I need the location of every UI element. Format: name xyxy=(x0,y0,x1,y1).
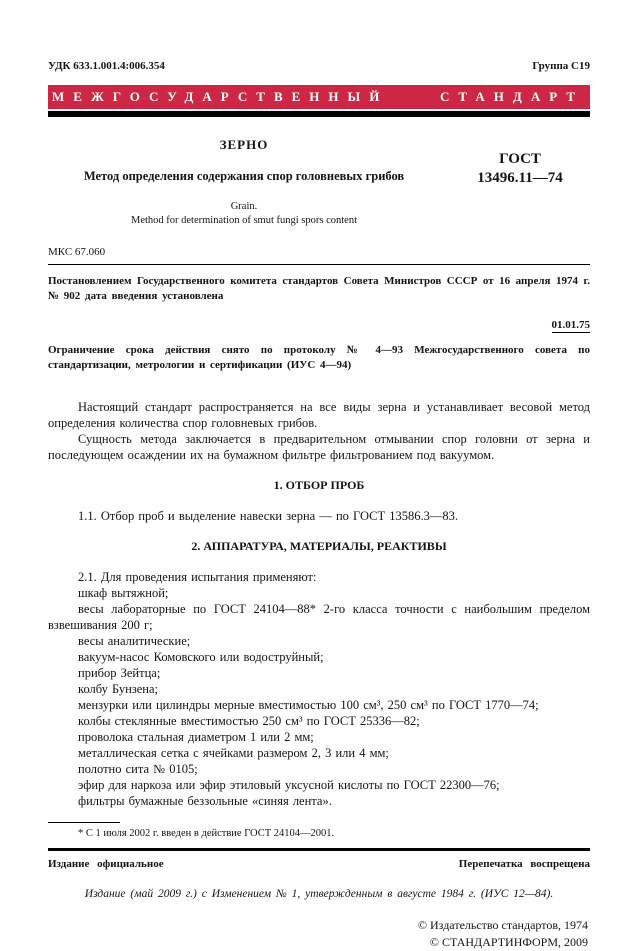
copyright-block xyxy=(48,917,590,951)
list-item: полотно сита № 0105; xyxy=(78,762,198,776)
footnote-separator xyxy=(48,822,120,823)
section-2-heading: 2. АППАРАТУРА, МАТЕРИАЛЫ, РЕАКТИВЫ xyxy=(191,539,447,553)
udk-code: УДК 633.1.001.4:006.354 xyxy=(48,60,165,72)
official-edition-label: Издание официальное xyxy=(48,858,164,870)
banner-word-2: СТАНДАРТ xyxy=(439,89,584,104)
title-left-column xyxy=(48,137,450,226)
list-item: шкаф вытяжной; xyxy=(78,586,169,600)
divider-rule xyxy=(48,264,590,265)
list-item: проволока стальная диаметром 1 или 2 мм; xyxy=(78,730,314,744)
list-item: эфир для наркоза или эфир этиловый уксусной кислоты по ГОСТ 22300—76; xyxy=(78,778,500,792)
document-subtitle: Метод определения содержания спор головневых грибов xyxy=(83,169,405,183)
copyright-line-2: © СТАНДАРТИНФОРМ, 2009 xyxy=(429,935,588,949)
section-1-item: 1.1. Отбор проб и выделение навески зерна — по ГОСТ 13586.3—83. xyxy=(78,509,458,523)
section-2-intro: 2.1. Для проведения испытания применяют: xyxy=(78,570,317,584)
banner-word-1: МЕЖГОСУДАРСТВЕННЫЙ xyxy=(52,89,389,104)
title-block xyxy=(48,137,590,226)
document-title-en: Grain. xyxy=(230,201,258,212)
standard-type-banner xyxy=(48,85,590,109)
section-1-heading: 1. ОТБОР ПРОБ xyxy=(273,478,365,492)
intro-paragraph: Настоящий стандарт распространяется на все виды зерна и устанавливает весовой метод определения количества спор головневых грибов. xyxy=(48,400,590,430)
list-item: колбы стеклянные вместимостью 250 см³ по ГОСТ 25336—82; xyxy=(78,714,420,728)
footnote-block xyxy=(48,822,590,839)
list-item: металлическая сетка с ячейками размером 2, 3 или 4 мм; xyxy=(78,746,389,760)
mks-code: МКС 67.060 xyxy=(48,246,106,258)
edition-note: Издание (май 2009 г.) с Изменением № 1, утвержденным в августе 1984 г. (ИУС 12—84). xyxy=(84,888,554,900)
intro-paragraph: Сущность метода заключается в предварительном отмывании спор головни от зерна и последующем осаждении их на бумажном фильтре фильтрованием под вакуумом. xyxy=(48,432,590,462)
section-2-list xyxy=(48,569,590,809)
document-body xyxy=(48,399,590,809)
gost-label: ГОСТ xyxy=(499,151,541,167)
list-item: весы лабораторные по ГОСТ 24104—88* 2-го класса точности с наибольшим пределом взвешивания 200 г; xyxy=(48,602,590,632)
list-item: вакуум-насос Комовского или водоструйный; xyxy=(78,650,324,664)
copyright-line-1: © Издательство стандартов, 1974 xyxy=(417,918,588,932)
top-meta-row xyxy=(48,60,590,72)
footer-official-row xyxy=(48,858,590,870)
gost-number-box xyxy=(450,137,590,226)
list-item: фильтры бумажные беззольные «синяя лента». xyxy=(78,794,332,808)
document-title: ЗЕРНО xyxy=(219,137,269,152)
effective-date: 01.01.75 xyxy=(551,319,590,331)
group-code: Группа С19 xyxy=(532,60,590,72)
footer-divider-bar xyxy=(48,848,590,851)
list-item: мензурки или цилиндры мерные вместимостью 100 см³, 250 см³ по ГОСТ 1770—74; xyxy=(78,698,539,712)
footnote-text: * С 1 июля 2002 г. введен в действие ГОСТ 24104—2001. xyxy=(78,828,335,839)
reprint-prohibited-label: Перепечатка воспрещена xyxy=(458,858,590,870)
list-item: весы аналитические; xyxy=(78,634,191,648)
list-item: прибор Зейтца; xyxy=(78,666,161,680)
gost-number: 13496.11—74 xyxy=(477,170,563,186)
limitation-paragraph: Ограничение срока действия снято по протоколу № 4—93 Межгосударственного совета по стандартизации, метрологии и сертификации (ИУС 4—94) xyxy=(48,344,590,371)
effective-date-row xyxy=(48,315,590,333)
list-item: колбу Бунзена; xyxy=(78,682,159,696)
decree-paragraph: Постановлением Государственного комитета стандартов Совета Министров СССР от 16 апреля 1974 г. № 902 дата введения установлена xyxy=(48,275,590,302)
document-subtitle-en: Method for determination of smut fungi spors content xyxy=(130,215,357,226)
header-divider-bar xyxy=(48,111,590,117)
